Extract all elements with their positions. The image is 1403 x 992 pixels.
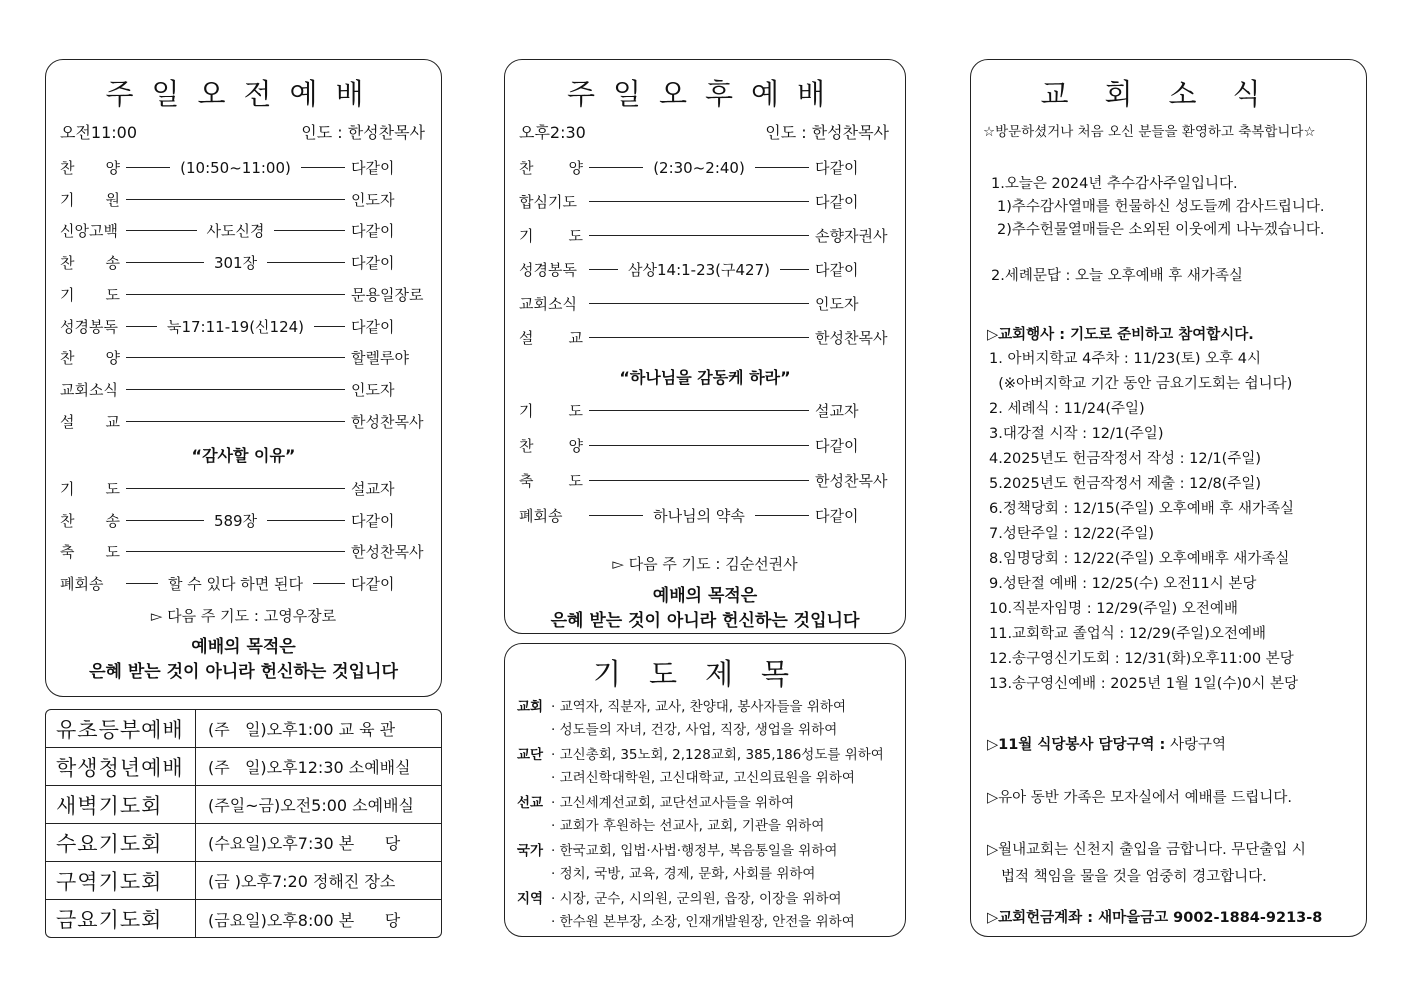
order-row [519, 259, 891, 280]
leader-line [126, 230, 197, 231]
schedule-name: 금요기도회 [46, 900, 196, 938]
afternoon-worship-panel [504, 59, 906, 634]
leader-line [126, 488, 345, 489]
schedule-row [46, 710, 441, 748]
leader-line [126, 357, 345, 358]
order-person: 한성찬목사 [351, 543, 424, 561]
order-person: 설교자 [815, 402, 859, 420]
leader-line [126, 583, 158, 584]
order-row [60, 316, 427, 337]
events-title: ▷교회행사 : 기도로 준비하고 참여합시다. [987, 327, 1254, 343]
order-row [60, 347, 427, 368]
order-person: 다같이 [351, 574, 395, 593]
order-detail: 301장 [213, 254, 258, 273]
order-label: 설 교 [60, 412, 120, 431]
morning-next-prayer: ▻ 다음 주 기도 : 고영우장로 [150, 607, 337, 625]
prayer-category: 교회 [517, 699, 544, 715]
order-label: 찬 송 [60, 511, 120, 530]
order-person: 인도자 [351, 380, 395, 399]
order-label: 폐회송 [60, 574, 104, 593]
prayer-group [517, 744, 897, 790]
event-item: 4.2025년도 헌금작정서 작성 : 12/1(주일) [989, 451, 1262, 467]
order-person: 한성찬목사 [815, 329, 888, 347]
afternoon-leader: 인도 : 한성찬목사 [765, 123, 889, 142]
prayer-line [517, 815, 897, 838]
order-detail: 사도신경 [206, 222, 265, 241]
prayer-text: · 한수원 본부장, 소장, 인재개발원장, 안전을 위하여 [551, 914, 855, 930]
schedule-name: 수요기도회 [46, 824, 196, 861]
schedule-row [46, 824, 441, 862]
leader-line [126, 520, 204, 521]
schedule-row [46, 900, 441, 938]
leader-line [755, 515, 809, 516]
news-item-1b: 2)추수헌물열매들은 소외된 이웃에게 나누겠습니다. [997, 222, 1325, 238]
afternoon-purpose-line2: 은혜 받는 것이 아니라 헌신하는 것입니다 [550, 611, 860, 631]
morning-sermon-title: “감사할 이유” [191, 446, 296, 465]
order-person: 다같이 [815, 437, 859, 455]
order-label: 교회소식 [519, 295, 577, 313]
prayer-line [517, 719, 897, 742]
morning-title: 주일오전예배 [105, 77, 382, 111]
order-row [519, 157, 891, 178]
order-row [519, 505, 891, 526]
order-person: 다같이 [815, 193, 859, 211]
prayer-line [517, 792, 897, 815]
morning-time: 오전11:00 [60, 123, 138, 142]
order-person: 다같이 [351, 254, 395, 273]
leader-line [126, 326, 157, 327]
order-detail: 하나님의 약속 [653, 507, 745, 525]
event-item: 5.2025년도 헌금작정서 제출 : 12/8(주일) [989, 476, 1262, 492]
leader-line [126, 421, 345, 422]
event-item: (※아버지학교 기간 동안 금요기도회는 쉽니다) [989, 376, 1293, 392]
order-person: 문용일장로 [351, 285, 424, 304]
prayer-category: 교단 [517, 747, 544, 763]
event-item: 11.교회학교 졸업식 : 12/29(주일)오전예배 [989, 626, 1266, 642]
event-item: 1. 아버지학교 4주차 : 11/23(토) 오후 4시 [989, 351, 1262, 367]
leader-line [755, 167, 809, 168]
leader-line [267, 520, 345, 521]
order-label: 찬 양 [60, 349, 120, 368]
prayer-topics-panel [504, 643, 906, 937]
prayer-category: 선교 [517, 795, 544, 811]
afternoon-title: 주일오후예배 [566, 77, 844, 111]
order-detail: 눅17:11-19(신124) [166, 317, 305, 336]
order-row [60, 157, 427, 178]
news-item-1a: 1)추수감사열매를 헌물하신 성도들께 감사드립니다. [997, 199, 1325, 215]
order-person: 설교자 [351, 480, 395, 498]
afternoon-sermon-title: “하나님을 감동케 하라” [619, 368, 791, 387]
order-person: 다같이 [815, 261, 859, 279]
prayer-category: 국가 [517, 843, 544, 859]
prayer-line [517, 863, 897, 886]
order-label: 설 교 [519, 329, 583, 347]
leader-line [126, 262, 204, 263]
order-person: 다같이 [351, 222, 395, 241]
order-label: 성경봉독 [519, 261, 577, 279]
leader-line [313, 583, 345, 584]
order-row [60, 541, 427, 562]
leader-line [589, 445, 809, 446]
schedule-name: 유초등부예배 [46, 710, 196, 747]
schedule-time: (금요일)오후8:00 본 당 [208, 910, 401, 930]
order-person: 인도자 [351, 190, 395, 209]
order-label: 합심기도 [519, 193, 577, 211]
order-person: 다같이 [351, 511, 395, 530]
leader-line [589, 337, 809, 338]
order-label: 기 도 [519, 227, 583, 245]
order-label: 찬 송 [60, 254, 120, 273]
order-row [60, 252, 427, 273]
order-label: 교회소식 [60, 380, 118, 399]
leader-line [301, 167, 345, 168]
order-label: 축 도 [60, 543, 120, 561]
order-row [60, 379, 427, 400]
event-item: 3.대강절 시작 : 12/1(주일) [989, 426, 1164, 442]
order-person: 할렐루야 [351, 349, 409, 368]
order-label: 기 도 [60, 480, 120, 498]
leader-line [126, 167, 170, 168]
prayer-line [517, 888, 897, 911]
order-label: 신앙고백 [60, 222, 118, 241]
afternoon-purpose-line1: 예배의 목적은 [652, 586, 758, 606]
order-person: 다같이 [351, 317, 395, 336]
prayer-group [517, 840, 897, 886]
schedule-name: 학생청년예배 [46, 748, 196, 785]
prayer-text: · 고신세계선교회, 교단선교사들을 위하여 [551, 795, 795, 811]
prayer-text: · 시장, 군수, 시의원, 군의원, 읍장, 이장을 위하여 [551, 891, 842, 907]
leader-line [589, 167, 643, 168]
order-label: 찬 양 [519, 437, 583, 455]
order-label: 성경봉독 [60, 317, 118, 336]
leader-line [126, 294, 345, 295]
schedule-time: (주 일)오후12:30 소예배실 [208, 758, 411, 777]
event-item: 10.직분자임명 : 12/29(주일) 오전예배 [989, 601, 1238, 617]
prayer-line [517, 744, 897, 767]
order-person: 다같이 [815, 507, 859, 525]
order-label: 축 도 [519, 472, 583, 490]
schedule-row [46, 748, 441, 786]
leader-line [589, 201, 809, 202]
prayer-line [517, 840, 897, 863]
morning-purpose-line1: 예배의 목적은 [191, 637, 296, 657]
schedule-row [46, 786, 441, 824]
event-item: 12.송구영신기도회 : 12/31(화)오후11:00 본당 [989, 651, 1294, 667]
order-detail: 삼상14:1-23(구427) [628, 261, 770, 279]
news-item-1: 1.오늘은 2024년 추수감사주일입니다. [991, 176, 1238, 192]
prayer-line [517, 767, 897, 790]
prayer-text: · 교회가 후원하는 선교사, 교회, 기관을 위하여 [551, 818, 825, 834]
news-item-2: 2.세례문답 : 오늘 오후예배 후 새가족실 [991, 268, 1243, 284]
prayer-line [517, 696, 897, 719]
order-person: 다같이 [351, 159, 395, 177]
order-row [519, 225, 891, 246]
schedule-time: (수요일)오후7:30 본 당 [208, 834, 401, 853]
prayer-group [517, 792, 897, 838]
schedule-row [46, 862, 441, 900]
order-label: 찬 양 [519, 159, 583, 177]
order-person: 한성찬목사 [815, 472, 888, 490]
prayer-title: 기도제목 [592, 657, 818, 691]
event-item: 13.송구영신예배 : 2025년 1월 1일(수)0시 본당 [989, 676, 1298, 692]
shincheonji-warning-2: 법적 책임을 물을 것을 엄중히 경고합니다. [1001, 869, 1267, 885]
leader-line [589, 410, 809, 411]
news-title: 교회소식 [1040, 77, 1297, 111]
order-row [60, 220, 427, 241]
order-label: 기 원 [60, 190, 120, 209]
leader-line [126, 551, 345, 552]
order-person: 다같이 [815, 159, 859, 177]
order-row [519, 293, 891, 314]
prayer-list [517, 696, 897, 936]
afternoon-time: 오후2:30 [519, 123, 586, 142]
leader-line [589, 480, 809, 481]
news-welcome: ☆방문하셨거나 처음 오신 분들을 환영하고 축복합니다☆ [983, 124, 1316, 140]
prayer-group [517, 696, 897, 742]
order-label: 기 도 [519, 402, 583, 420]
order-person: 인도자 [815, 295, 859, 313]
events-list [989, 347, 1356, 697]
prayer-group [517, 888, 897, 934]
church-news-panel [970, 59, 1367, 937]
leader-line [780, 269, 809, 270]
infant-notice: ▷유아 동반 가족은 모자실에서 예배를 드립니다. [987, 790, 1292, 806]
morning-worship-panel [45, 59, 442, 697]
order-row [519, 470, 891, 491]
order-row [519, 191, 891, 212]
schedule-time: (주일~금)오전5:00 소예배실 [208, 796, 415, 815]
order-detail: (10:50~11:00) [180, 158, 291, 177]
leader-line [589, 269, 618, 270]
order-detail: 589장 [213, 511, 258, 530]
event-item: 2. 세례식 : 11/24(주일) [989, 401, 1145, 417]
event-item: 8.임명당회 : 12/22(주일) 오후예배후 새가족실 [989, 551, 1290, 567]
prayer-text: · 고신총회, 35노회, 2,128교회, 385,186성도를 위하여 [551, 747, 884, 763]
prayer-text: · 성도들의 자녀, 건강, 사업, 직장, 생업을 위하여 [551, 722, 838, 738]
order-row [60, 284, 427, 305]
leader-line [126, 199, 345, 200]
leader-line [589, 303, 809, 304]
schedule-time: (금 )오후7:20 정해진 장소 [208, 872, 396, 891]
order-label: 찬 양 [60, 159, 120, 177]
morning-purpose-line2: 은혜 받는 것이 아니라 헌신하는 것입니다 [89, 662, 398, 682]
leader-line [126, 389, 345, 390]
order-row [60, 189, 427, 210]
leader-line [274, 230, 345, 231]
leader-line [267, 262, 345, 263]
prayer-text: · 교역자, 직분자, 교사, 찬양대, 봉사자들을 위하여 [551, 699, 846, 715]
schedule-name: 새벽기도회 [46, 786, 196, 823]
leader-line [314, 326, 345, 327]
prayer-category: 지역 [517, 891, 544, 907]
leader-line [589, 235, 809, 236]
cafeteria-label: ▷11월 식당봉사 담당구역 : [987, 737, 1166, 753]
prayer-text: · 고려신학대학원, 고신대학교, 고신의료원을 위하여 [551, 770, 855, 786]
order-row [60, 573, 427, 594]
cafeteria-value: 사랑구역 [1165, 737, 1226, 753]
prayer-line [517, 911, 897, 934]
shincheonji-warning-1: ▷월내교회는 신천지 출입을 금합니다. 무단출입 시 [987, 842, 1306, 858]
schedule-name: 구역기도회 [46, 862, 196, 899]
order-detail: (2:30~2:40) [653, 158, 745, 177]
order-row [519, 327, 891, 348]
order-detail: 할 수 있다 하면 된다 [168, 574, 303, 593]
order-row [519, 435, 891, 456]
order-row [60, 510, 427, 531]
order-person: 한성찬목사 [351, 412, 424, 431]
order-row [60, 411, 427, 432]
order-person: 손향자권사 [815, 227, 888, 245]
schedule-time: (주 일)오후1:00 교 육 관 [208, 720, 396, 739]
prayer-text: · 정치, 국방, 교육, 경제, 문화, 사회를 위하여 [551, 866, 816, 882]
event-item: 7.성탄주일 : 12/22(주일) [989, 526, 1155, 542]
leader-line [589, 515, 643, 516]
morning-leader: 인도 : 한성찬목사 [301, 123, 425, 142]
event-item: 9.성탄절 예배 : 12/25(수) 오전11시 본당 [989, 576, 1257, 592]
afternoon-next-prayer: ▻ 다음 주 기도 : 김순선권사 [612, 555, 798, 573]
prayer-text: · 한국교회, 입법·사법·행정부, 복음통일을 위하여 [551, 843, 838, 859]
schedule-table [45, 709, 442, 938]
order-label: 기 도 [60, 285, 120, 304]
offering-account: ▷교회헌금계좌 : 새마을금고 9002-1884-9213-8 [987, 910, 1323, 926]
order-row [60, 478, 427, 499]
event-item: 6.정책당회 : 12/15(주일) 오후예배 후 새가족실 [989, 501, 1294, 517]
order-row [519, 400, 891, 421]
order-label: 폐회송 [519, 507, 563, 525]
